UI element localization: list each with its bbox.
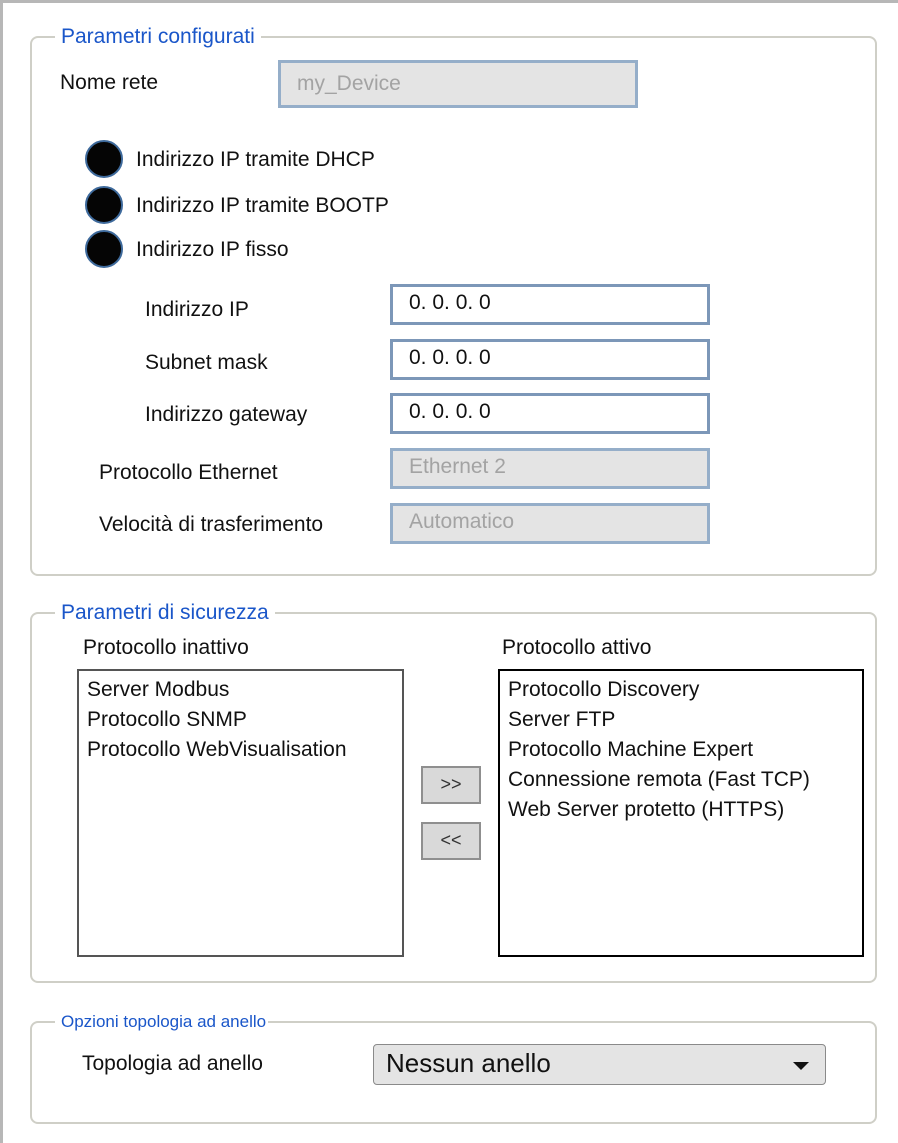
configured-parameters-legend: Parametri configurati: [55, 25, 261, 49]
gateway-field[interactable]: 0. 0. 0. 0: [390, 393, 710, 434]
security-parameters-group: [30, 601, 877, 983]
ip-address-label: Indirizzo IP: [145, 298, 249, 321]
fixed-ip-radio-label[interactable]: Indirizzo IP fisso: [136, 238, 289, 261]
ring-topology-value: Nessun anello: [386, 1048, 551, 1078]
bootp-radio-label[interactable]: Indirizzo IP tramite BOOTP: [136, 194, 389, 217]
move-to-active-button[interactable]: >>: [421, 766, 481, 804]
fixed-ip-radio[interactable]: [85, 230, 123, 268]
move-to-inactive-button[interactable]: <<: [421, 822, 481, 860]
dhcp-radio[interactable]: [85, 140, 123, 178]
bootp-radio[interactable]: [85, 186, 123, 224]
network-name-label: Nome rete: [60, 71, 159, 94]
gateway-label: Indirizzo gateway: [145, 403, 308, 426]
ring-topology-group: [30, 1012, 877, 1124]
window-left-border: [0, 0, 3, 1143]
list-item[interactable]: Protocollo Machine Expert: [508, 738, 754, 761]
network-name-field: my_Device: [278, 60, 638, 108]
list-item[interactable]: Protocollo WebVisualisation: [87, 738, 347, 761]
list-item[interactable]: Server Modbus: [87, 678, 230, 701]
list-item[interactable]: Web Server protetto (HTTPS): [508, 798, 785, 821]
ethernet-protocol-field: Ethernet 2: [390, 448, 710, 489]
ring-topology-legend: Opzioni topologia ad anello: [55, 1010, 268, 1034]
list-item[interactable]: Protocollo Discovery: [508, 678, 700, 701]
list-item[interactable]: Connessione remota (Fast TCP): [508, 768, 810, 791]
window-top-border: [0, 0, 898, 3]
ip-address-field[interactable]: 0. 0. 0. 0: [390, 284, 710, 325]
active-protocol-label: Protocollo attivo: [502, 636, 652, 659]
inactive-protocol-label: Protocollo inattivo: [83, 636, 249, 659]
ring-topology-label: Topologia ad anello: [82, 1052, 263, 1075]
transfer-speed-label: Velocità di trasferimento: [99, 513, 324, 536]
chevron-down-icon[interactable]: [793, 1062, 809, 1070]
transfer-speed-field: Automatico: [390, 503, 710, 544]
ring-topology-dropdown[interactable]: [373, 1044, 826, 1085]
active-protocol-list[interactable]: [498, 669, 864, 957]
list-item[interactable]: Protocollo SNMP: [87, 708, 247, 731]
subnet-mask-field[interactable]: 0. 0. 0. 0: [390, 339, 710, 380]
list-item[interactable]: Server FTP: [508, 708, 616, 731]
ethernet-protocol-label: Protocollo Ethernet: [99, 461, 278, 484]
inactive-protocol-list[interactable]: [77, 669, 404, 957]
configured-parameters-group: [30, 25, 877, 576]
security-parameters-legend: Parametri di sicurezza: [55, 601, 275, 625]
dhcp-radio-label[interactable]: Indirizzo IP tramite DHCP: [136, 148, 375, 171]
subnet-mask-label: Subnet mask: [145, 351, 268, 374]
